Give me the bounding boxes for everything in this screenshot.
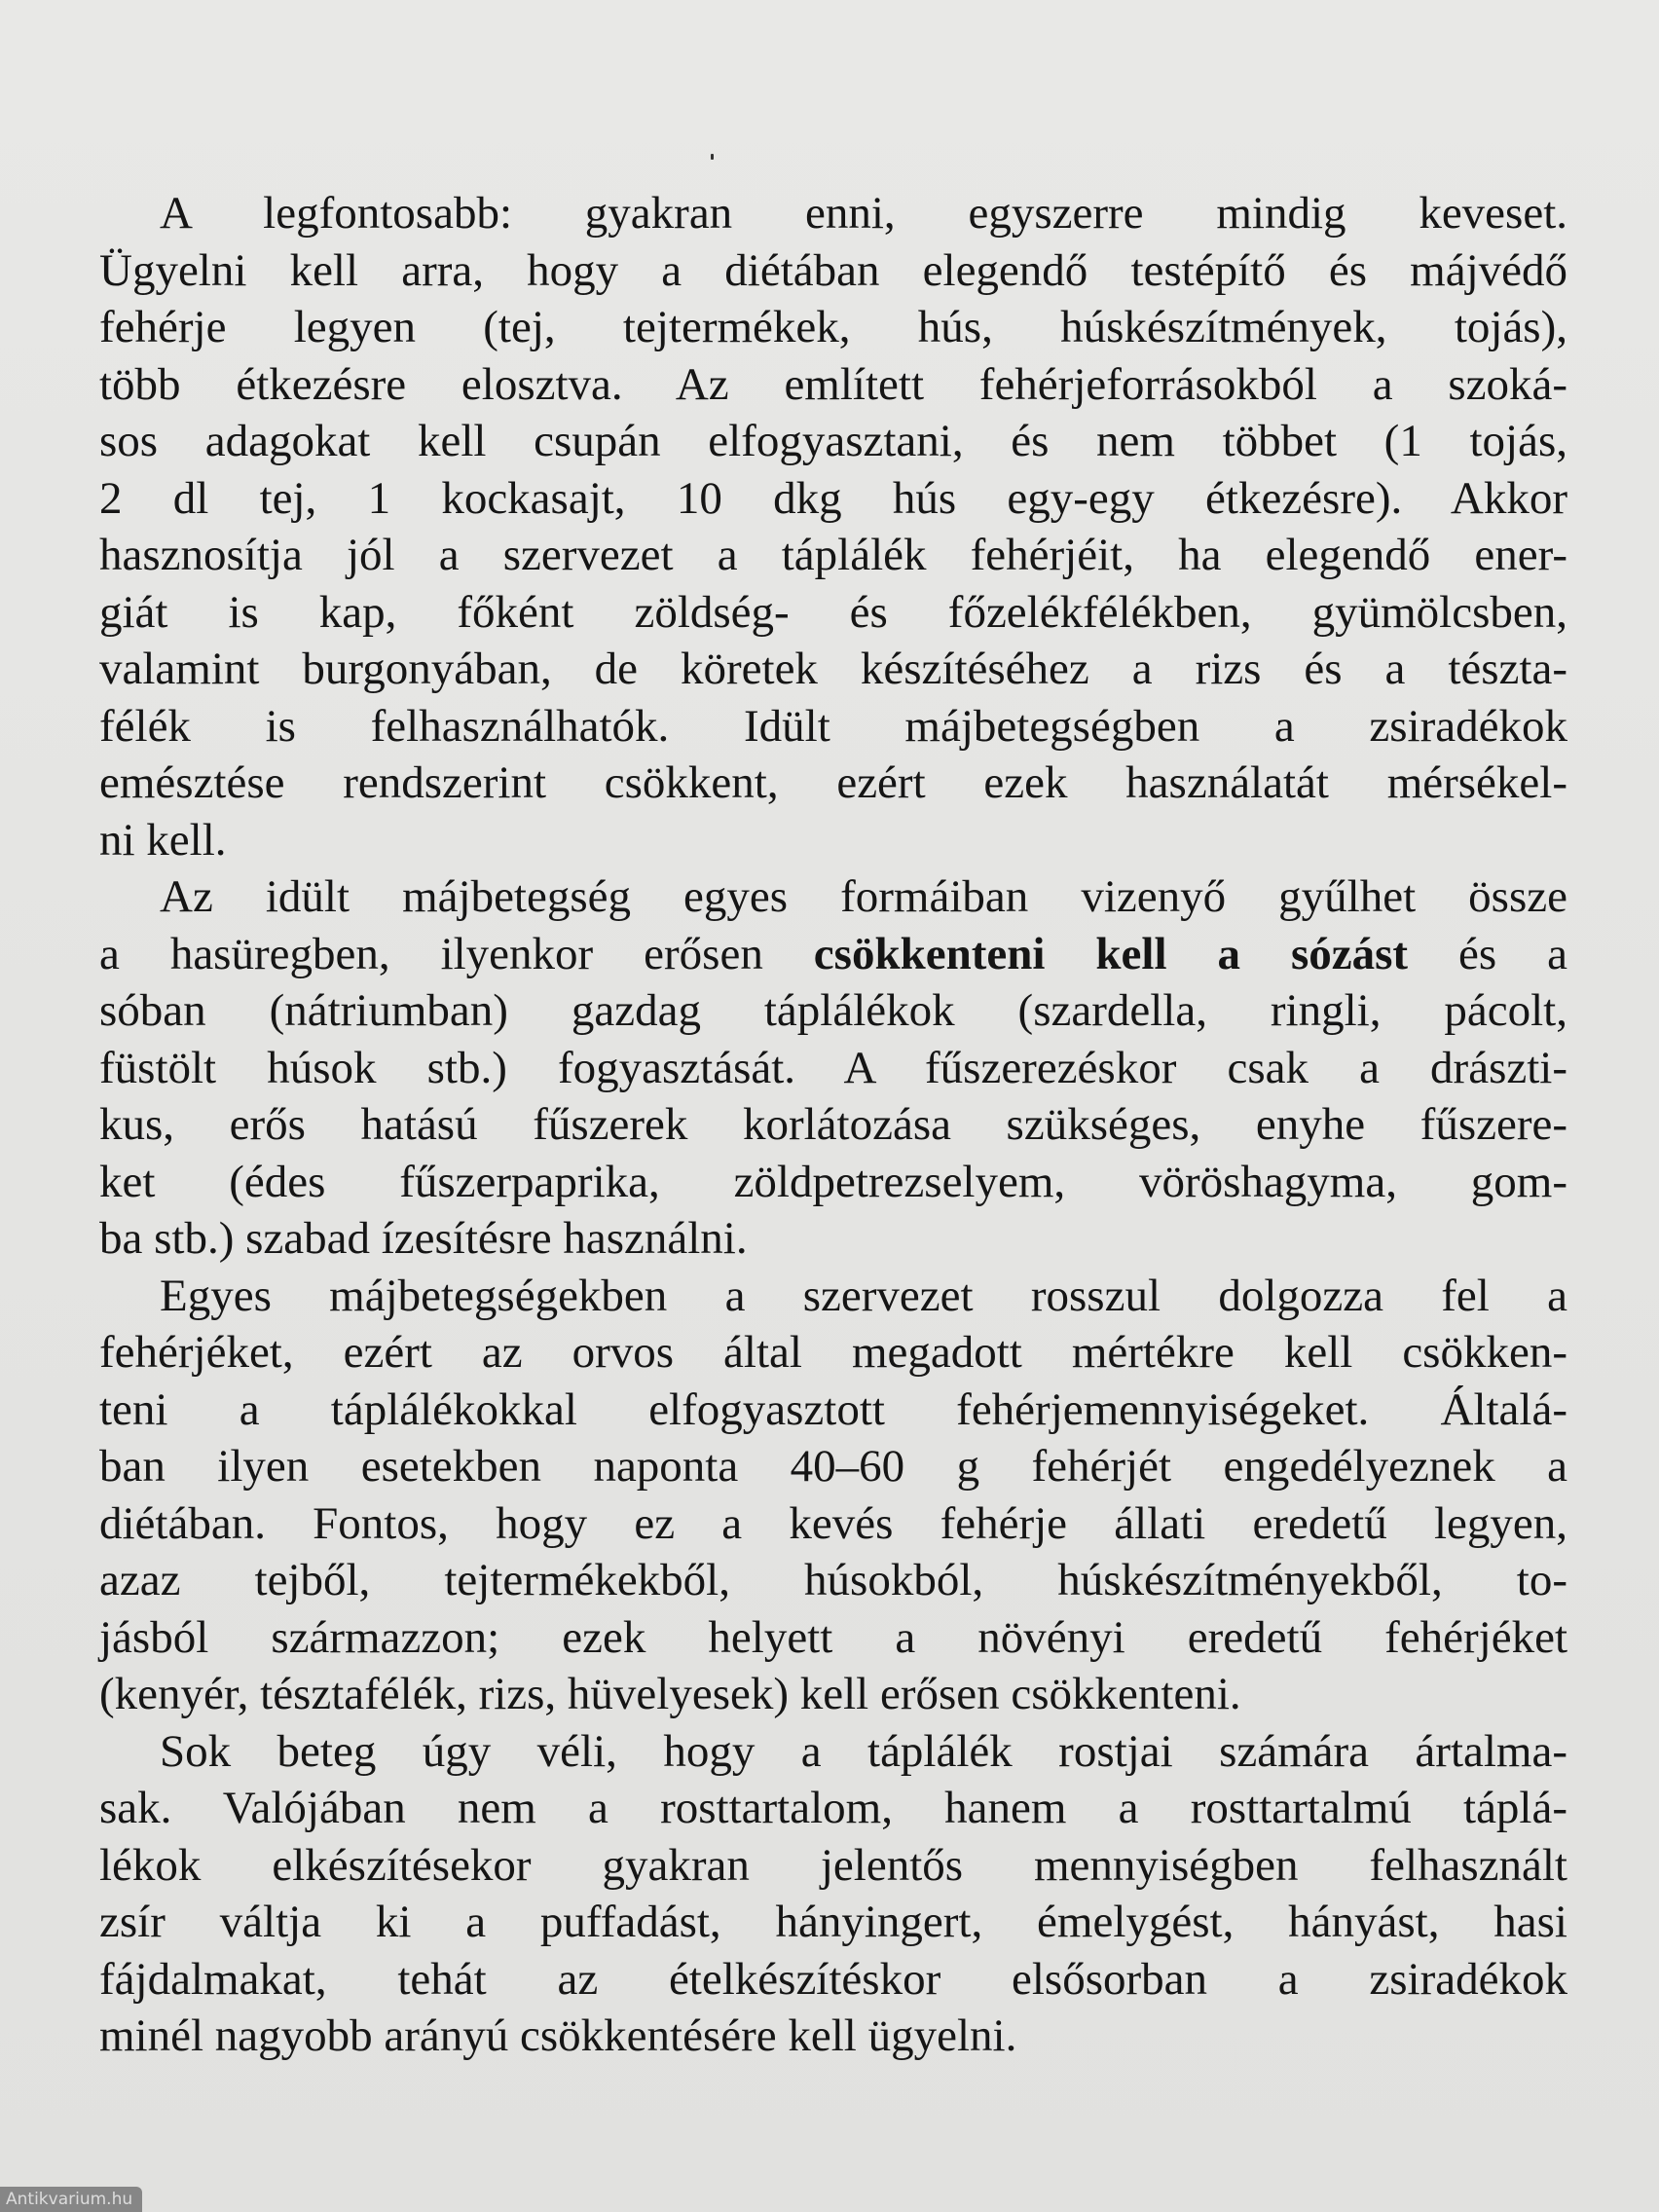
text-line: [99, 1666, 1567, 1723]
text-segment: sak. Valójában nem a rosttartalom, hanem a rosttartalmú táplá-: [99, 1783, 1567, 1833]
text-line: [99, 1837, 1567, 1895]
text-segment: sos adagokat kell csupán elfogyasztani, és nem többet (1 tojás,: [99, 416, 1567, 466]
text-line: [99, 1951, 1567, 2009]
text-segment: Ügyelni kell arra, hogy a diétában elegendő testépítő és májvédő: [99, 244, 1567, 296]
text-segment: zsír váltja ki a puffadást, hányingert, émelygést, hányást, hasi: [99, 1897, 1567, 1947]
text-line: [99, 1723, 1567, 1781]
text-segment: ba stb.) szabad ízesítésre használni.: [99, 1213, 748, 1264]
text-segment: ket (édes fűszerpaprika, zöldpetrezselyem, vöröshagyma, gom-: [99, 1156, 1567, 1207]
text-line: [99, 1324, 1567, 1382]
text-segment: (kenyér, tésztafélék, rizs, hüvelyesek) kell erősen csökkenteni.: [99, 1669, 1241, 1719]
text-line: [99, 413, 1567, 470]
text-segment: sóban (nátriumban) gazdag táplálékok (szardella, ringli, pácolt,: [99, 985, 1567, 1036]
text-segment: A legfontosabb: gyakran enni, egyszerre mindig keveset.: [160, 188, 1567, 239]
text-segment: jásból származzon; ezek helyett a növényi eredetű fehérjéket: [99, 1611, 1567, 1663]
text-line: [99, 1495, 1567, 1553]
text-line: [99, 242, 1567, 300]
text-line: [99, 1210, 1567, 1268]
text-segment: ban ilyen esetekben naponta 40–60 g fehérjét engedélyeznek a: [99, 1441, 1567, 1492]
text-line: [99, 812, 1567, 869]
text-line: [99, 982, 1567, 1040]
text-segment: lékok elkészítésekor gyakran jelentős mennyiségben felhasznált: [99, 1839, 1567, 1891]
text-line: [99, 641, 1567, 698]
watermark: Antikvarium.hu: [0, 2187, 142, 2212]
text-segment: ni kell.: [99, 814, 227, 866]
print-speck: [711, 154, 714, 160]
text-line: [99, 1780, 1567, 1837]
text-segment: füstölt húsok stb.) fogyasztását. A fűszerezéskor csak a drászti-: [99, 1042, 1567, 1093]
text-line: [99, 1268, 1567, 1325]
text-line: [99, 1438, 1567, 1495]
text-line: [99, 1894, 1567, 1951]
text-line: [99, 868, 1567, 926]
text-segment: kus, erős hatású fűszerek korlátozása szükséges, enyhe fűszere-: [99, 1099, 1567, 1150]
text-line: [99, 698, 1567, 756]
text-segment: 2 dl tej, 1 kockasajt, 10 dkg hús egy-egy étkezésre). Akkor: [99, 472, 1567, 524]
text-line: [99, 299, 1567, 356]
bold-emphasis: csökkenteni kell a sózást: [813, 928, 1409, 979]
text-line: [99, 1609, 1567, 1667]
text-segment: hasznosítja jól a szervezet a táplálék fehérjéit, ha elegendő ener-: [99, 530, 1567, 580]
text-line: [99, 755, 1567, 812]
text-segment: valamint burgonyában, de köretek készítéséhez a rizs és a tészta-: [99, 644, 1567, 694]
text-segment: minél nagyobb arányú csökkentésére kell ügyelni.: [99, 2010, 1017, 2061]
body-text: [99, 185, 1567, 2065]
text-segment: Az idült májbetegség egyes formáiban vizenyő gyűlhet össze: [160, 871, 1567, 922]
text-line: [99, 584, 1567, 642]
text-line: [99, 926, 1567, 983]
text-segment: emésztése rendszerint csökkent, ezért ezek használatát mérsékel-: [99, 757, 1567, 808]
text-line: [99, 2008, 1567, 2065]
text-segment: félék is felhasználhatók. Idült májbetegségben a zsiradékok: [99, 700, 1567, 752]
text-segment: diétában. Fontos, hogy ez a kevés fehérje állati eredetű legyen,: [99, 1497, 1567, 1549]
text-segment: giát is kap, főként zöldség- és főzelékfélékben, gyümölcsben,: [99, 586, 1567, 638]
text-segment: fehérjéket, ezért az orvos által megadott mértékre kell csökken-: [99, 1327, 1567, 1378]
text-segment: teni a táplálékokkal elfogyasztott fehérjemennyiségeket. Általá-: [99, 1383, 1567, 1435]
text-line: [99, 356, 1567, 414]
text-line: [99, 1040, 1567, 1097]
text-segment: fehérje legyen (tej, tejtermékek, hús, húskészítmények, tojás),: [99, 302, 1567, 352]
text-line: [99, 1154, 1567, 1211]
text-segment: és a: [1408, 928, 1567, 979]
text-segment: Sok beteg úgy véli, hogy a táplálék rostjai számára ártalma-: [160, 1725, 1567, 1777]
text-segment: azaz tejből, tejtermékekből, húsokból, húskészítményekből, to-: [99, 1555, 1567, 1605]
text-segment: fájdalmakat, tehát az ételkészítéskor elsősorban a zsiradékok: [99, 1953, 1567, 2005]
text-line: [99, 1552, 1567, 1609]
text-segment: több étkezésre elosztva. Az említett fehérjeforrásokból a szoká-: [99, 358, 1567, 410]
text-line: [99, 470, 1567, 528]
text-segment: a hasüregben, ilyenkor erősen: [99, 928, 814, 979]
text-line: [99, 185, 1567, 242]
text-line: [99, 1382, 1567, 1439]
text-line: [99, 1096, 1567, 1154]
text-segment: Egyes májbetegségekben a szervezet rosszul dolgozza fel a: [160, 1270, 1567, 1321]
text-line: [99, 527, 1567, 584]
